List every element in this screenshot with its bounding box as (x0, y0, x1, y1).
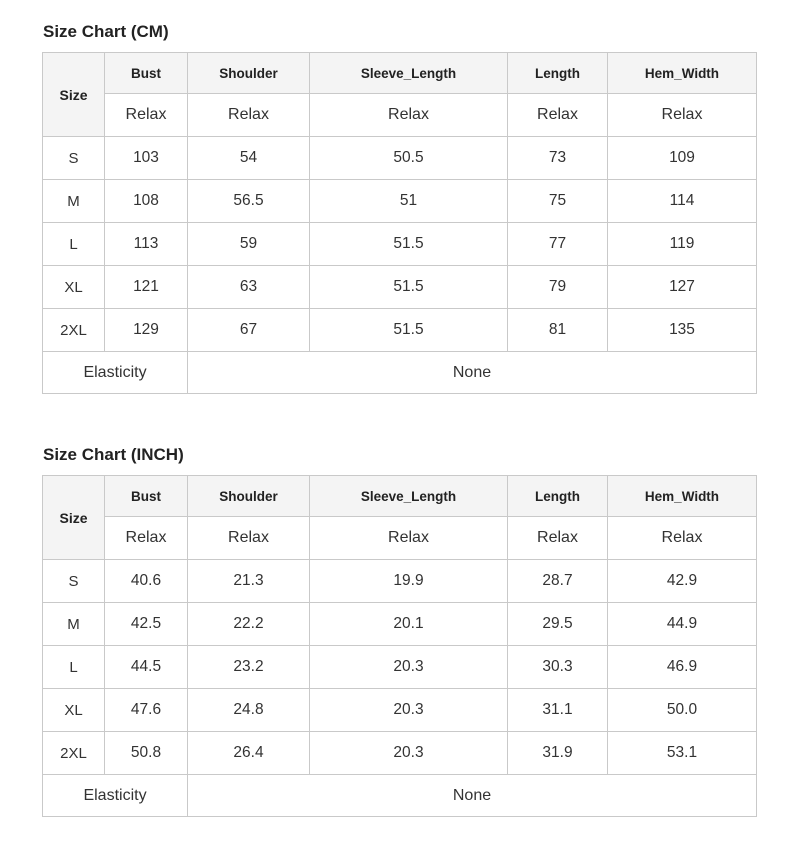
cell-shoulder: 54 (188, 137, 310, 180)
elasticity-value: None (188, 352, 757, 394)
fit-type-row (43, 517, 757, 560)
cell-hem-width: 50.0 (608, 689, 757, 732)
fit-cell-length: Relax (508, 94, 608, 137)
column-header-shoulder: Shoulder (188, 476, 310, 517)
cell-sleeve-length: 20.3 (310, 689, 508, 732)
cell-hem-width: 135 (608, 309, 757, 352)
cell-sleeve-length: 51.5 (310, 309, 508, 352)
column-header-bust: Bust (105, 53, 188, 94)
size-chart-cm-title: Size Chart (CM) (43, 22, 169, 41)
size-row-s (43, 137, 757, 180)
size-chart-inch-section (42, 445, 756, 817)
column-header-hem-width: Hem_Width (608, 53, 757, 94)
cell-shoulder: 21.3 (188, 560, 310, 603)
column-header-sleeve-length: Sleeve_Length (310, 53, 508, 94)
size-label: XL (43, 689, 105, 732)
fit-cell-hem-width: Relax (608, 94, 757, 137)
cell-hem-width: 42.9 (608, 560, 757, 603)
cell-sleeve-length: 50.5 (310, 137, 508, 180)
size-label: 2XL (43, 732, 105, 775)
fit-cell-sleeve-length: Relax (310, 517, 508, 560)
size-row-s (43, 560, 757, 603)
cell-length: 77 (508, 223, 608, 266)
cell-bust: 129 (105, 309, 188, 352)
column-header-bust: Bust (105, 476, 188, 517)
cell-hem-width: 44.9 (608, 603, 757, 646)
cell-hem-width: 119 (608, 223, 757, 266)
cell-shoulder: 26.4 (188, 732, 310, 775)
size-chart-cm-section (42, 22, 756, 394)
size-label: XL (43, 266, 105, 309)
cell-hem-width: 127 (608, 266, 757, 309)
cell-sleeve-length: 20.1 (310, 603, 508, 646)
cell-sleeve-length: 20.3 (310, 646, 508, 689)
cell-sleeve-length: 51.5 (310, 223, 508, 266)
fit-cell-hem-width: Relax (608, 517, 757, 560)
cell-hem-width: 109 (608, 137, 757, 180)
size-label: M (43, 180, 105, 223)
elasticity-value: None (188, 775, 757, 817)
cell-sleeve-length: 51.5 (310, 266, 508, 309)
cell-shoulder: 59 (188, 223, 310, 266)
cell-bust: 103 (105, 137, 188, 180)
cell-shoulder: 56.5 (188, 180, 310, 223)
cell-length: 31.9 (508, 732, 608, 775)
cell-bust: 50.8 (105, 732, 188, 775)
fit-type-row (43, 94, 757, 137)
size-row-xl (43, 689, 757, 732)
column-header-sleeve-length: Sleeve_Length (310, 476, 508, 517)
cell-bust: 121 (105, 266, 188, 309)
fit-cell-shoulder: Relax (188, 94, 310, 137)
cell-bust: 108 (105, 180, 188, 223)
size-chart-cm-table (42, 52, 757, 394)
size-row-m (43, 180, 757, 223)
cell-length: 29.5 (508, 603, 608, 646)
cell-bust: 47.6 (105, 689, 188, 732)
size-row-2xl (43, 309, 757, 352)
column-header-size: Size (43, 53, 105, 137)
size-row-m (43, 603, 757, 646)
fit-cell-length: Relax (508, 517, 608, 560)
cell-shoulder: 23.2 (188, 646, 310, 689)
cell-shoulder: 67 (188, 309, 310, 352)
cell-length: 81 (508, 309, 608, 352)
cell-length: 79 (508, 266, 608, 309)
column-header-length: Length (508, 53, 608, 94)
cell-hem-width: 114 (608, 180, 757, 223)
cell-bust: 44.5 (105, 646, 188, 689)
size-row-xl (43, 266, 757, 309)
cell-shoulder: 24.8 (188, 689, 310, 732)
size-label: S (43, 560, 105, 603)
cell-length: 73 (508, 137, 608, 180)
column-header-shoulder: Shoulder (188, 53, 310, 94)
fit-cell-sleeve-length: Relax (310, 94, 508, 137)
cell-hem-width: 46.9 (608, 646, 757, 689)
cell-shoulder: 63 (188, 266, 310, 309)
size-label: 2XL (43, 309, 105, 352)
size-label: M (43, 603, 105, 646)
cell-bust: 42.5 (105, 603, 188, 646)
cell-shoulder: 22.2 (188, 603, 310, 646)
elasticity-label: Elasticity (43, 775, 188, 817)
cell-length: 28.7 (508, 560, 608, 603)
size-chart-inch-table (42, 475, 757, 817)
elasticity-label: Elasticity (43, 352, 188, 394)
size-label: S (43, 137, 105, 180)
size-chart-inch-title: Size Chart (INCH) (43, 445, 184, 464)
cell-length: 31.1 (508, 689, 608, 732)
size-label: L (43, 646, 105, 689)
cell-length: 75 (508, 180, 608, 223)
size-row-l (43, 646, 757, 689)
elasticity-row (43, 352, 757, 394)
header-row (43, 53, 757, 94)
column-header-hem-width: Hem_Width (608, 476, 757, 517)
cell-sleeve-length: 51 (310, 180, 508, 223)
fit-cell-shoulder: Relax (188, 517, 310, 560)
cell-bust: 113 (105, 223, 188, 266)
fit-cell-bust: Relax (105, 94, 188, 137)
fit-cell-bust: Relax (105, 517, 188, 560)
cell-bust: 40.6 (105, 560, 188, 603)
cell-sleeve-length: 19.9 (310, 560, 508, 603)
size-row-l (43, 223, 757, 266)
cell-length: 30.3 (508, 646, 608, 689)
elasticity-row (43, 775, 757, 817)
size-row-2xl (43, 732, 757, 775)
column-header-size: Size (43, 476, 105, 560)
size-label: L (43, 223, 105, 266)
cell-hem-width: 53.1 (608, 732, 757, 775)
column-header-length: Length (508, 476, 608, 517)
header-row (43, 476, 757, 517)
cell-sleeve-length: 20.3 (310, 732, 508, 775)
